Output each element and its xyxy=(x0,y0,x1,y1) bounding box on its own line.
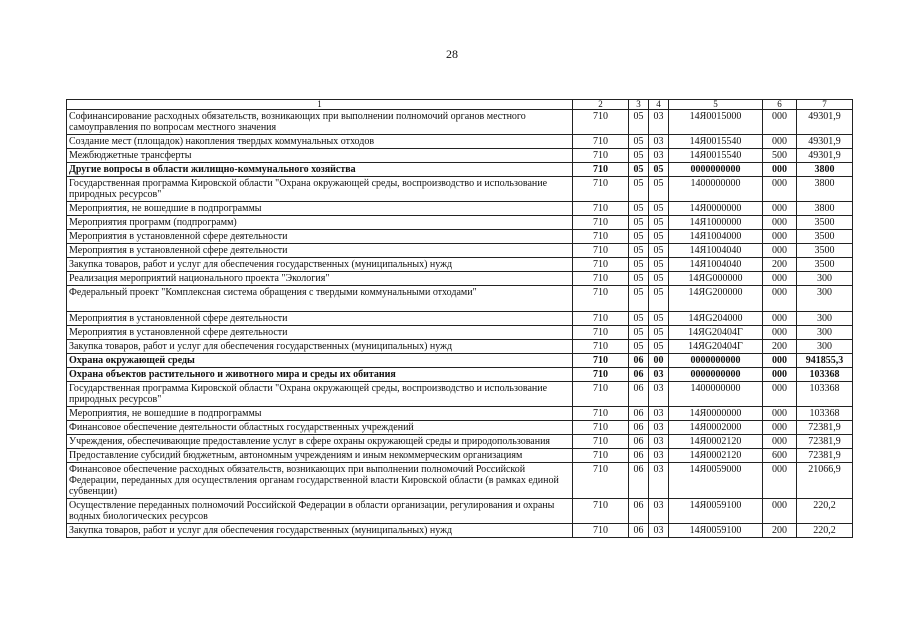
row-amount-cell: 220,2 xyxy=(797,499,853,524)
row-type-cell: 000 xyxy=(763,110,797,135)
row-subsection-cell: 03 xyxy=(649,407,669,421)
row-type-cell: 200 xyxy=(763,524,797,538)
row-name-cell: Государственная программа Кировской области "Охрана окружающей среды, воспроизводство и использование природных ресурсов" xyxy=(67,177,573,202)
row-code-cell: 710 xyxy=(573,499,629,524)
row-target-cell: 14ЯG000000 xyxy=(669,272,763,286)
row-code-cell: 710 xyxy=(573,463,629,499)
row-amount-cell: 3500 xyxy=(797,258,853,272)
row-name-cell: Межбюджетные трансферты xyxy=(67,149,573,163)
row-name-cell: Мероприятия программ (подпрограмм) xyxy=(67,216,573,230)
row-code-cell: 710 xyxy=(573,286,629,312)
table-row xyxy=(67,326,853,340)
row-subsection-cell: 03 xyxy=(649,368,669,382)
table-header-row xyxy=(67,100,853,110)
row-subsection-cell: 03 xyxy=(649,499,669,524)
row-subsection-cell: 03 xyxy=(649,110,669,135)
row-amount-cell: 300 xyxy=(797,286,853,312)
row-name-cell: Финансовое обеспечение деятельности областных государственных учреждений xyxy=(67,421,573,435)
table-row xyxy=(67,421,853,435)
row-target-cell: 14Я0059100 xyxy=(669,524,763,538)
table-row xyxy=(67,449,853,463)
row-subsection-cell: 05 xyxy=(649,230,669,244)
row-section-cell: 05 xyxy=(629,135,649,149)
row-code-cell: 710 xyxy=(573,258,629,272)
row-type-cell: 600 xyxy=(763,449,797,463)
row-target-cell: 14ЯG204000 xyxy=(669,312,763,326)
row-section-cell: 05 xyxy=(629,230,649,244)
table-row xyxy=(67,382,853,407)
table-row xyxy=(67,230,853,244)
row-subsection-cell: 03 xyxy=(649,463,669,499)
row-subsection-cell: 05 xyxy=(649,258,669,272)
table-row xyxy=(67,202,853,216)
row-type-cell: 000 xyxy=(763,421,797,435)
row-amount-cell: 220,2 xyxy=(797,524,853,538)
budget-table xyxy=(66,99,853,538)
header-cell: 4 xyxy=(649,100,669,110)
row-amount-cell: 72381,9 xyxy=(797,421,853,435)
row-subsection-cell: 05 xyxy=(649,202,669,216)
row-name-cell: Реализация мероприятий национального проекта "Экология" xyxy=(67,272,573,286)
row-name-cell: Государственная программа Кировской области "Охрана окружающей среды, воспроизводство и использование природных ресурсов" xyxy=(67,382,573,407)
row-section-cell: 06 xyxy=(629,354,649,368)
row-section-cell: 05 xyxy=(629,110,649,135)
row-type-cell: 000 xyxy=(763,202,797,216)
row-subsection-cell: 05 xyxy=(649,163,669,177)
table-row xyxy=(67,524,853,538)
row-code-cell: 710 xyxy=(573,368,629,382)
table-row xyxy=(67,368,853,382)
row-section-cell: 05 xyxy=(629,340,649,354)
row-code-cell: 710 xyxy=(573,524,629,538)
row-code-cell: 710 xyxy=(573,110,629,135)
row-section-cell: 06 xyxy=(629,449,649,463)
table-row xyxy=(67,177,853,202)
row-subsection-cell: 05 xyxy=(649,244,669,258)
row-code-cell: 710 xyxy=(573,421,629,435)
row-target-cell: 14Я0015000 xyxy=(669,110,763,135)
row-target-cell: 1400000000 xyxy=(669,177,763,202)
row-amount-cell: 103368 xyxy=(797,382,853,407)
row-section-cell: 06 xyxy=(629,524,649,538)
row-amount-cell: 300 xyxy=(797,312,853,326)
row-amount-cell: 3800 xyxy=(797,202,853,216)
header-cell: 2 xyxy=(573,100,629,110)
header-cell: 7 xyxy=(797,100,853,110)
row-type-cell: 000 xyxy=(763,368,797,382)
row-type-cell: 000 xyxy=(763,463,797,499)
table-row xyxy=(67,407,853,421)
row-subsection-cell: 05 xyxy=(649,340,669,354)
row-target-cell: 14Я1004040 xyxy=(669,258,763,272)
row-name-cell: Финансовое обеспечение расходных обязательств, возникающих при выполнении полномочий Российской Федерации, переданных для осуществления органам государственной власти Кировской области (в рамках единой субвенции) xyxy=(67,463,573,499)
row-type-cell: 200 xyxy=(763,340,797,354)
row-name-cell: Закупка товаров, работ и услуг для обеспечения государственных (муниципальных) нужд xyxy=(67,340,573,354)
table-row xyxy=(67,135,853,149)
page-number: 28 xyxy=(446,47,458,61)
row-target-cell: 0000000000 xyxy=(669,163,763,177)
row-amount-cell: 3800 xyxy=(797,177,853,202)
row-name-cell: Федеральный проект "Комплексная система обращения с твердыми коммунальными отходами" xyxy=(67,286,573,312)
row-section-cell: 05 xyxy=(629,244,649,258)
row-section-cell: 05 xyxy=(629,202,649,216)
row-subsection-cell: 05 xyxy=(649,272,669,286)
row-type-cell: 500 xyxy=(763,149,797,163)
row-amount-cell: 3500 xyxy=(797,230,853,244)
row-amount-cell: 72381,9 xyxy=(797,435,853,449)
row-code-cell: 710 xyxy=(573,382,629,407)
row-subsection-cell: 05 xyxy=(649,216,669,230)
row-subsection-cell: 05 xyxy=(649,326,669,340)
row-code-cell: 710 xyxy=(573,202,629,216)
header-cell: 6 xyxy=(763,100,797,110)
row-code-cell: 710 xyxy=(573,244,629,258)
table-row xyxy=(67,463,853,499)
row-amount-cell: 103368 xyxy=(797,407,853,421)
row-code-cell: 710 xyxy=(573,312,629,326)
row-section-cell: 05 xyxy=(629,216,649,230)
row-target-cell: 1400000000 xyxy=(669,382,763,407)
row-type-cell: 000 xyxy=(763,286,797,312)
row-amount-cell: 49301,9 xyxy=(797,149,853,163)
row-amount-cell: 49301,9 xyxy=(797,135,853,149)
header-cell: 1 xyxy=(67,100,573,110)
row-amount-cell: 300 xyxy=(797,326,853,340)
row-section-cell: 05 xyxy=(629,258,649,272)
row-name-cell: Учреждения, обеспечивающие предоставление услуг в сфере охраны окружающей среды и природопользования xyxy=(67,435,573,449)
row-target-cell: 0000000000 xyxy=(669,368,763,382)
row-section-cell: 06 xyxy=(629,382,649,407)
row-subsection-cell: 00 xyxy=(649,354,669,368)
table-row xyxy=(67,435,853,449)
table-row xyxy=(67,340,853,354)
row-name-cell: Закупка товаров, работ и услуг для обеспечения государственных (муниципальных) нужд xyxy=(67,258,573,272)
row-amount-cell: 21066,9 xyxy=(797,463,853,499)
row-section-cell: 06 xyxy=(629,407,649,421)
row-subsection-cell: 03 xyxy=(649,449,669,463)
row-code-cell: 710 xyxy=(573,135,629,149)
row-target-cell: 14Я1004000 xyxy=(669,230,763,244)
row-code-cell: 710 xyxy=(573,354,629,368)
row-amount-cell: 941855,3 xyxy=(797,354,853,368)
row-amount-cell: 3500 xyxy=(797,216,853,230)
row-type-cell: 000 xyxy=(763,163,797,177)
row-type-cell: 000 xyxy=(763,382,797,407)
row-amount-cell: 3800 xyxy=(797,163,853,177)
table-row xyxy=(67,312,853,326)
table-row xyxy=(67,244,853,258)
row-type-cell: 000 xyxy=(763,354,797,368)
row-name-cell: Мероприятия в установленной сфере деятельности xyxy=(67,244,573,258)
row-code-cell: 710 xyxy=(573,326,629,340)
row-name-cell: Мероприятия в установленной сфере деятельности xyxy=(67,230,573,244)
row-target-cell: 14Я0015540 xyxy=(669,149,763,163)
row-subsection-cell: 05 xyxy=(649,286,669,312)
row-section-cell: 06 xyxy=(629,463,649,499)
row-type-cell: 000 xyxy=(763,272,797,286)
row-name-cell: Другие вопросы в области жилищно-коммунального хозяйства xyxy=(67,163,573,177)
row-subsection-cell: 03 xyxy=(649,421,669,435)
row-section-cell: 05 xyxy=(629,272,649,286)
row-subsection-cell: 03 xyxy=(649,135,669,149)
row-subsection-cell: 03 xyxy=(649,149,669,163)
row-amount-cell: 72381,9 xyxy=(797,449,853,463)
header-cell: 5 xyxy=(669,100,763,110)
row-type-cell: 000 xyxy=(763,230,797,244)
row-subsection-cell: 03 xyxy=(649,435,669,449)
row-name-cell: Софинансирование расходных обязательств, возникающих при выполнении полномочий органов местного самоуправления по вопросам местного значения xyxy=(67,110,573,135)
table-row xyxy=(67,216,853,230)
row-target-cell: 0000000000 xyxy=(669,354,763,368)
row-target-cell: 14Я0000000 xyxy=(669,407,763,421)
row-target-cell: 14Я0059000 xyxy=(669,463,763,499)
row-section-cell: 05 xyxy=(629,177,649,202)
row-name-cell: Мероприятия, не вошедшие в подпрограммы xyxy=(67,202,573,216)
table-row xyxy=(67,286,853,312)
row-amount-cell: 300 xyxy=(797,340,853,354)
row-name-cell: Создание мест (площадок) накопления твердых коммунальных отходов xyxy=(67,135,573,149)
row-target-cell: 14ЯG20404Г xyxy=(669,326,763,340)
row-section-cell: 06 xyxy=(629,421,649,435)
row-section-cell: 06 xyxy=(629,435,649,449)
row-subsection-cell: 03 xyxy=(649,382,669,407)
row-amount-cell: 300 xyxy=(797,272,853,286)
row-target-cell: 14Я0059100 xyxy=(669,499,763,524)
row-target-cell: 14Я0002120 xyxy=(669,449,763,463)
row-type-cell: 000 xyxy=(763,326,797,340)
row-amount-cell: 103368 xyxy=(797,368,853,382)
row-type-cell: 000 xyxy=(763,407,797,421)
row-amount-cell: 49301,9 xyxy=(797,110,853,135)
row-target-cell: 14ЯG20404Г xyxy=(669,340,763,354)
row-section-cell: 05 xyxy=(629,163,649,177)
row-name-cell: Закупка товаров, работ и услуг для обеспечения государственных (муниципальных) нужд xyxy=(67,524,573,538)
row-section-cell: 05 xyxy=(629,149,649,163)
row-code-cell: 710 xyxy=(573,407,629,421)
row-type-cell: 000 xyxy=(763,312,797,326)
row-code-cell: 710 xyxy=(573,163,629,177)
table-body xyxy=(67,100,853,538)
row-subsection-cell: 05 xyxy=(649,177,669,202)
table-row xyxy=(67,499,853,524)
row-code-cell: 710 xyxy=(573,230,629,244)
row-type-cell: 000 xyxy=(763,135,797,149)
row-section-cell: 06 xyxy=(629,368,649,382)
row-name-cell: Осуществление переданных полномочий Российской Федерации в области организации, регулирования и охраны водных биологических ресурсов xyxy=(67,499,573,524)
row-target-cell: 14Я0002000 xyxy=(669,421,763,435)
table-row xyxy=(67,354,853,368)
row-subsection-cell: 03 xyxy=(649,524,669,538)
table-row xyxy=(67,163,853,177)
row-section-cell: 05 xyxy=(629,326,649,340)
row-section-cell: 05 xyxy=(629,286,649,312)
row-code-cell: 710 xyxy=(573,149,629,163)
row-type-cell: 200 xyxy=(763,258,797,272)
row-type-cell: 000 xyxy=(763,499,797,524)
row-target-cell: 14Я0015540 xyxy=(669,135,763,149)
row-target-cell: 14Я1004040 xyxy=(669,244,763,258)
row-section-cell: 06 xyxy=(629,499,649,524)
row-amount-cell: 3500 xyxy=(797,244,853,258)
table-row xyxy=(67,258,853,272)
row-code-cell: 710 xyxy=(573,216,629,230)
row-target-cell: 14Я1000000 xyxy=(669,216,763,230)
row-section-cell: 05 xyxy=(629,312,649,326)
row-name-cell: Мероприятия в установленной сфере деятельности xyxy=(67,312,573,326)
row-type-cell: 000 xyxy=(763,435,797,449)
row-code-cell: 710 xyxy=(573,177,629,202)
row-code-cell: 710 xyxy=(573,340,629,354)
row-subsection-cell: 05 xyxy=(649,312,669,326)
row-type-cell: 000 xyxy=(763,216,797,230)
row-name-cell: Охрана окружающей среды xyxy=(67,354,573,368)
table-row xyxy=(67,110,853,135)
row-code-cell: 710 xyxy=(573,272,629,286)
table-row xyxy=(67,272,853,286)
row-name-cell: Мероприятия, не вошедшие в подпрограммы xyxy=(67,407,573,421)
row-name-cell: Предоставление субсидий бюджетным, автономным учреждениям и иным некоммерческим организациям xyxy=(67,449,573,463)
row-type-cell: 000 xyxy=(763,244,797,258)
row-code-cell: 710 xyxy=(573,435,629,449)
row-name-cell: Мероприятия в установленной сфере деятельности xyxy=(67,326,573,340)
header-cell: 3 xyxy=(629,100,649,110)
table-row xyxy=(67,149,853,163)
row-name-cell: Охрана объектов растительного и животного мира и среды их обитания xyxy=(67,368,573,382)
row-code-cell: 710 xyxy=(573,449,629,463)
row-target-cell: 14Я0002120 xyxy=(669,435,763,449)
row-target-cell: 14Я0000000 xyxy=(669,202,763,216)
row-target-cell: 14ЯG200000 xyxy=(669,286,763,312)
row-type-cell: 000 xyxy=(763,177,797,202)
